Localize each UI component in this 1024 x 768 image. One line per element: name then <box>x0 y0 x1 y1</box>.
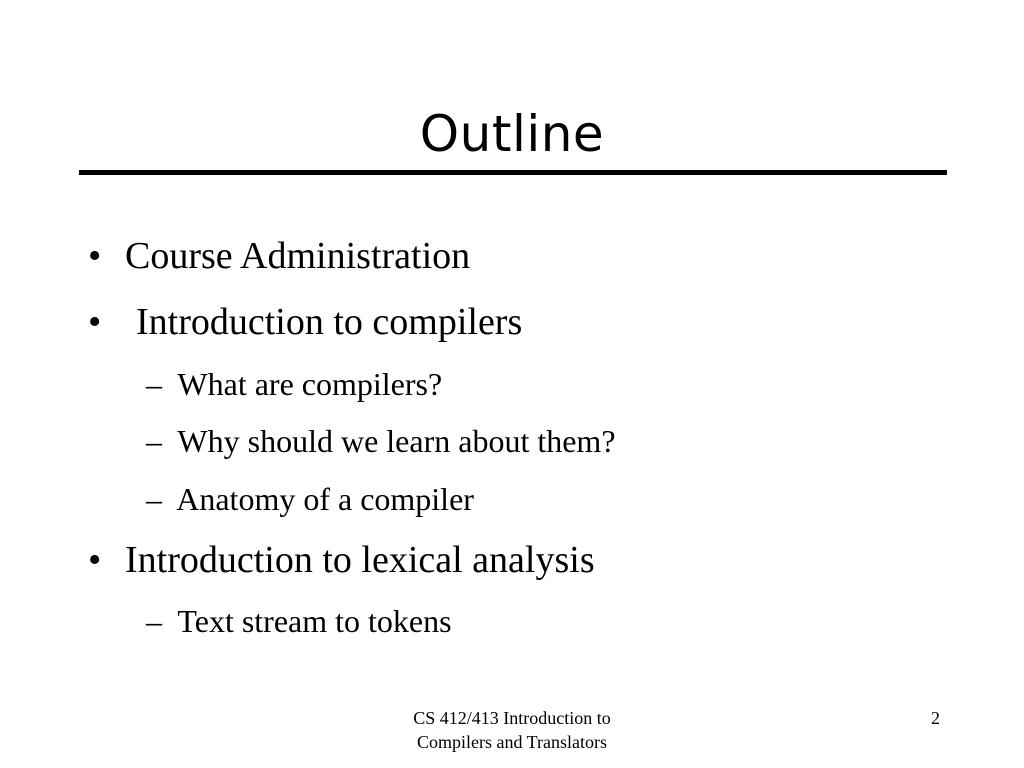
bullet-marker: • <box>88 235 102 277</box>
bullet-text: Anatomy of a compiler <box>176 481 474 517</box>
bullet-text: Course Administration <box>125 235 471 277</box>
bullet-text: What are compilers? <box>177 366 443 402</box>
bullet-marker: • <box>88 539 102 581</box>
footer-line-2: Compilers and Translators <box>416 732 607 752</box>
sub-bullet-item-anatomy <box>146 479 474 519</box>
page-number: 2 <box>931 708 940 728</box>
dash-marker: – <box>146 481 170 517</box>
sub-bullet-item-why-learn <box>146 421 616 461</box>
bullet-text: Text stream to tokens <box>177 603 452 639</box>
sub-bullet-item-what-are-compilers <box>146 364 442 404</box>
slide-title: Outline <box>419 105 605 163</box>
bullet-text: Why should we learn about them? <box>177 423 616 459</box>
dash-marker: – <box>146 603 170 639</box>
dash-marker: – <box>146 366 170 402</box>
bullet-marker: • <box>88 301 102 343</box>
bullet-text: Introduction to compilers <box>136 301 523 343</box>
sub-bullet-item-text-stream <box>146 601 452 641</box>
bullet-text: Introduction to lexical analysis <box>125 539 595 581</box>
slide-footer <box>362 706 662 754</box>
footer-line-1: CS 412/413 Introduction to <box>413 708 611 728</box>
dash-marker: – <box>146 423 170 459</box>
